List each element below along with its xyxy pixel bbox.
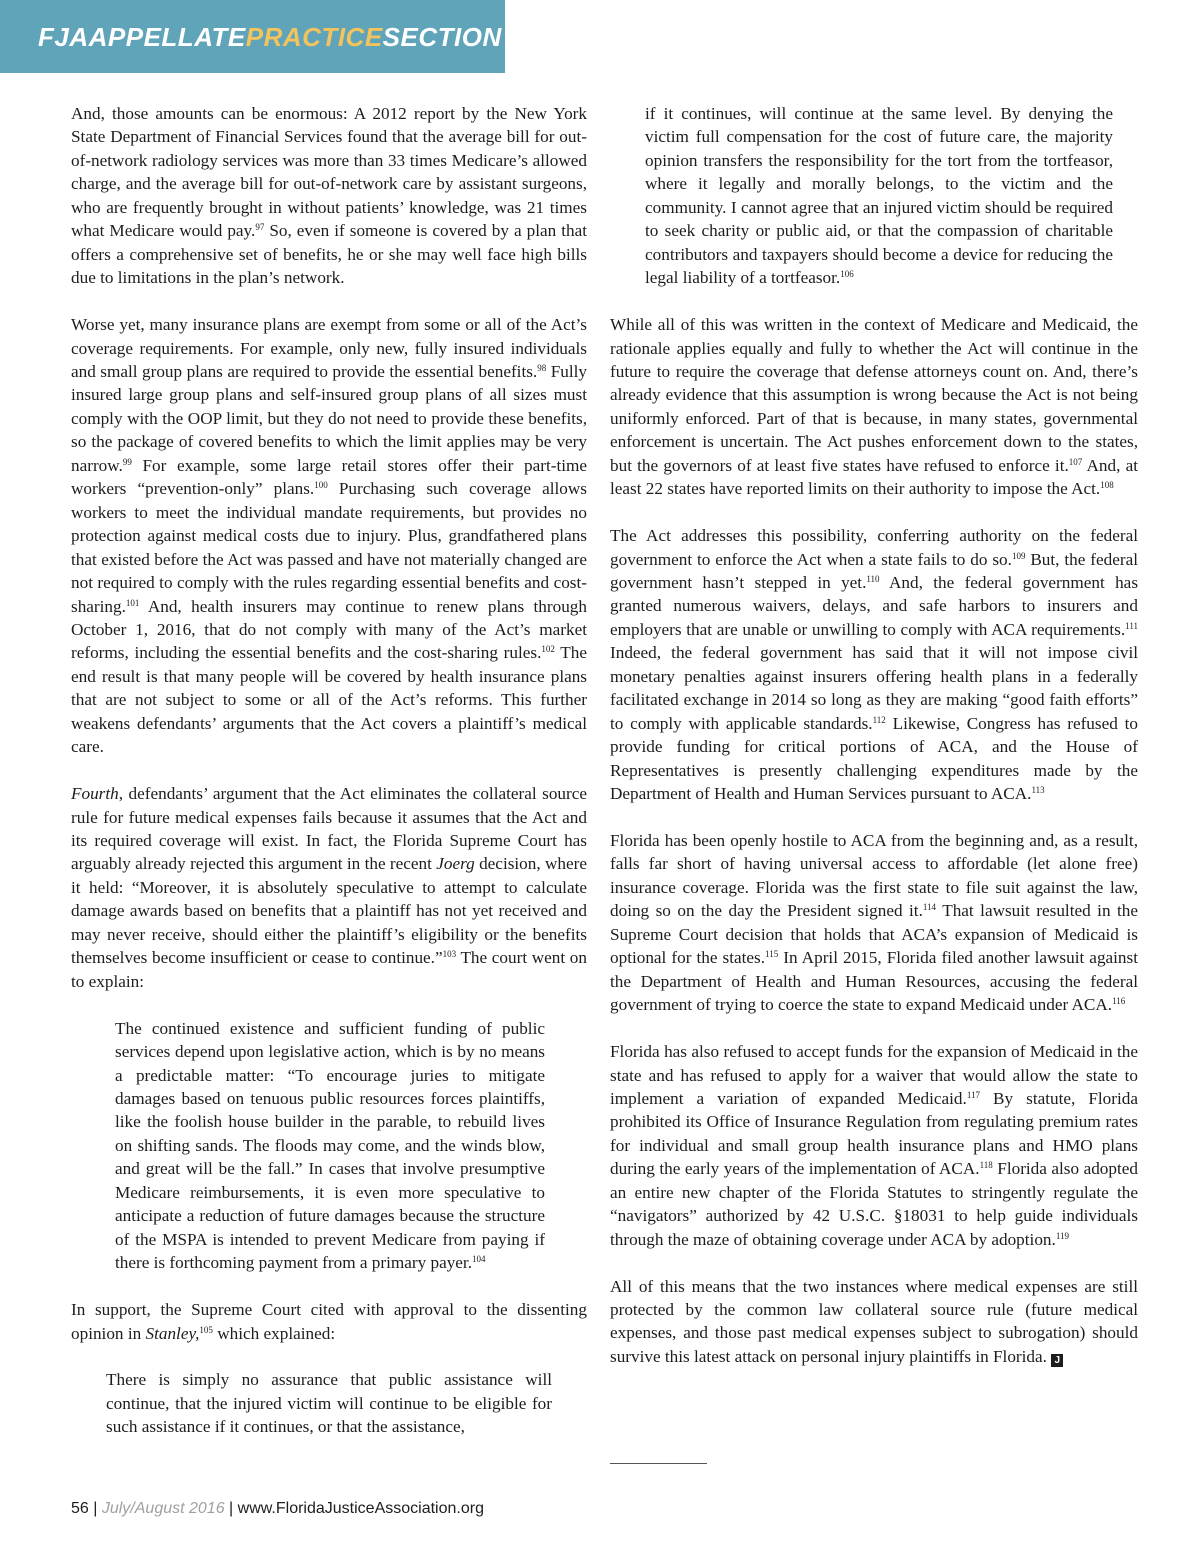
footnote-ref: 104 bbox=[472, 1254, 486, 1265]
right-column bbox=[610, 102, 1138, 1368]
paragraph: Florida has been openly hostile to ACA from the beginning and, as a result, falls far short of having universal access to affordable (let alone free) insurance coverage. Florida was the first state to file suit against the law, doing so on the day the President signed it.$^{114}$ That lawsuit resulted in the Supreme Court decision that holds that ACA’s expansion of Medicaid is optional for the states.$^{115}$ In April 2015, Florida filed another lawsuit against the Department of Health and Human Resources, accusing the federal government of trying to coerce the state to expand Medicaid under ACA.$^{116}$ bbox=[610, 831, 1138, 1015]
footnote-ref: 101 bbox=[125, 597, 140, 608]
block-quote: There is simply no assurance that public assistance will continue, that the injured victim will continue to be eligible for such assistance if it continues, or that the assistance, bbox=[106, 1370, 552, 1437]
footnote-ref: 97 bbox=[255, 222, 265, 233]
footnote-ref: 105 bbox=[199, 1324, 213, 1335]
section-title: FJAAPPELLATEPRACTICESECTION bbox=[38, 22, 502, 52]
issue-date: July/August 2016 bbox=[101, 1500, 225, 1517]
footnote-ref: 117 bbox=[966, 1089, 980, 1100]
paragraph: Worse yet, many insurance plans are exempt from some or all of the Act’s coverage requirements. For example, only new, fully insured individuals and small group plans are required to provide the essential benefits.$^{98}$ Fully insured large group plans and self-insured group plans of all sizes must comply with the OOP limit, but they do not need to provide these benefits, so the package of covered benefits to which the limit applies may be very narrow.$^{99}$ For example, some large retail stores offer their part-time workers “prevention-only” plans.$^{100}$ Purchasing such coverage allows workers to meet the individual mandate requirements, but provides no protection against medical costs due to injury. Plus, grandfathered plans that existed before the Act was passed and have not materially changed are not required to comply with the rules regarding essential benefits and cost-sharing.$^{101}$ And, health insurers may continue to renew plans through October 1, 2016, that do not comply with many of the Act’s market reforms, including the essential benefits and the cost-sharing rules.$^{102}$ The end result is that many people will be covered by health insurance plans that are not subject to some or all of the Act’s reforms. This further weakens defendants’ arguments that the Act covers a plaintiff’s medical care. bbox=[71, 315, 588, 757]
footnote-ref: 102 bbox=[541, 644, 555, 655]
paragraph: In support, the Supreme Court cited with approval to the dissenting opinion in Stanley,$^{105}$ which explained: bbox=[71, 1300, 587, 1343]
left-column bbox=[71, 102, 587, 1439]
end-of-article-icon: J bbox=[1051, 1354, 1063, 1367]
footnote-ref: 116 bbox=[1112, 996, 1126, 1007]
footnote-ref: 111 bbox=[1125, 620, 1138, 631]
footnote-ref: 118 bbox=[979, 1160, 993, 1171]
footnote-ref: 110 bbox=[866, 574, 880, 585]
footnote-ref: 109 bbox=[1011, 550, 1026, 561]
footnote-ref: 99 bbox=[122, 456, 132, 467]
footnote-ref: 108 bbox=[1100, 480, 1114, 491]
footnote-ref: 113 bbox=[1031, 785, 1045, 796]
case-name: Stanley, bbox=[145, 1323, 200, 1343]
footnote-ref: 115 bbox=[765, 949, 779, 960]
section-banner bbox=[0, 0, 505, 73]
block-quote-continued: if it continues, will continue at the same level. By denying the victim full compensation for the cost of future care, the majority opinion transfers the responsibility for the tort from the tortfeasor, where it legally and morally belongs, to the victim and the community. I cannot agree that an injured victim should be required to seek charity or public aid, or that the compassion of charitable contributors and taxpayers should become a device for reducing the legal liability of a tortfeasor.$^{106}$ bbox=[645, 104, 1113, 288]
page-number: 56 bbox=[71, 1500, 89, 1517]
website-url: www.FloridaJusticeAssociation.org bbox=[237, 1500, 484, 1517]
footnote-ref: 98 bbox=[537, 362, 547, 373]
paragraph: Fourth, defendants’ argument that the Act eliminates the collateral source rule for future medical expenses fails because it assumes that the Act and its required coverage will exist. In fact, the Florida Supreme Court has arguably already rejected this argument in the recent Joerg decision, where it held: “Moreover, it is absolutely speculative to attempt to calculate damage awards based on benefits that a plaintiff has not yet received and may never receive, should either the plaintiff’s eligibility or the benefits themselves become insufficient or cease to continue.”$^{103}$ The court went on to explain: bbox=[71, 784, 587, 991]
footnote-ref: 106 bbox=[840, 269, 854, 280]
footnote-ref: 107 bbox=[1068, 456, 1083, 467]
footnote-ref: 114 bbox=[922, 902, 937, 913]
footnote-ref: 112 bbox=[872, 714, 886, 725]
footnote-ref: 103 bbox=[442, 949, 457, 960]
footnote-ref: 100 bbox=[314, 480, 328, 491]
page-footer: 56 | July/August 2016 | www.FloridaJusticeAssociation.org bbox=[71, 1500, 484, 1517]
paragraph: Florida has also refused to accept funds for the expansion of Medicaid in the state and has refused to apply for a waiver that would allow the state to implement a variation of expanded Medicaid.$^{117}$ By statute, Florida prohibited its Office of Insurance Regulation from regulating premium rates for individual and small group health insurance plans and HMO plans during the early years of the implementation of ACA.$^{118}$ Florida also adopted an entire new chapter of the Florida Statutes to stringently regulate the “navigators” authorized by 42 U.S.C. §18031 to help guide individuals through the maze of obtaining coverage under ACA by adoption.$^{119}$ bbox=[610, 1042, 1138, 1249]
paragraph: And, those amounts can be enormous: A 2012 report by the New York State Department of Financial Services found that the average bill for out-of-network radiology services was more than 33 times Medicare’s allowed charge, and the average bill for out-of-network care by assistant surgeons, who are frequently brought in without patients’ knowledge, was 21 times what Medicare would pay.$^{97}$ So, even if someone is covered by a plan that offers a comprehensive set of benefits, he or she may well face high bills due to limitations in the plan’s network. bbox=[71, 104, 587, 288]
footnote-ref: 119 bbox=[1055, 1230, 1069, 1241]
paragraph: The Act addresses this possibility, conferring authority on the federal government to enforce the Act when a state fails to do so.$^{109}$ But, the federal government hasn’t stepped in yet.$^{110}$ And, the federal government has granted numerous waivers, delays, and safe harbors to insurers and employers that are unable or unwilling to comply with ACA requirements.$^{111}$ Indeed, the federal government has said that it will not impose civil monetary penalties against insurers offering health plans in a federally facilitated exchange in 2014 so long as they are making “good faith efforts” to comply with applicable standards.$^{112}$ Likewise, Congress has refused to provide funding for critical portions of ACA, and the House of Representatives is presently challenging expenditures made by the Department of Health and Human Services pursuant to ACA.$^{113}$ bbox=[610, 526, 1139, 804]
case-name: Joerg bbox=[436, 854, 475, 874]
block-quote: The continued existence and sufficient funding of public services depend upon legislative action, which is by no means a predictable matter: “To encourage juries to mitigate damages based on tenuous public resources forces plaintiffs, like the foolish house builder in the parable, to rebuild lives on shifting sands. The floods may come, and the winds blow, and great will be the fall.” In cases that involve presumptive Medicare reimbursements, it is even more speculative to anticipate a reduction of future damages because the structure of the MSPA is intended to prevent Medicare from paying if there is forthcoming payment from a primary payer.$^{104}$ bbox=[115, 1018, 545, 1273]
paragraph: All of this means that the two instances where medical expenses are still protected by the common law collateral source rule (future medical expenses, and those past medical expenses subject to subrogation) should survive this latest attack on personal injury plaintiffs in Florida. J bbox=[610, 1276, 1138, 1366]
footnote-divider bbox=[610, 1463, 707, 1464]
paragraph: While all of this was written in the context of Medicare and Medicaid, the rationale applies equally and fully to whether the Act will continue in the future to require the coverage that defense attorneys count on. And, there’s already evidence that this assumption is wrong because the Act is not being uniformly enforced. Part of that is because, in many states, governmental enforcement is uncertain. The Act pushes enforcement down to the states, but the governors of at least five states have refused to enforce it.$^{107}$ And, at least 22 states have reported limits on their authority to impose the Act.$^{108}$ bbox=[610, 315, 1138, 499]
